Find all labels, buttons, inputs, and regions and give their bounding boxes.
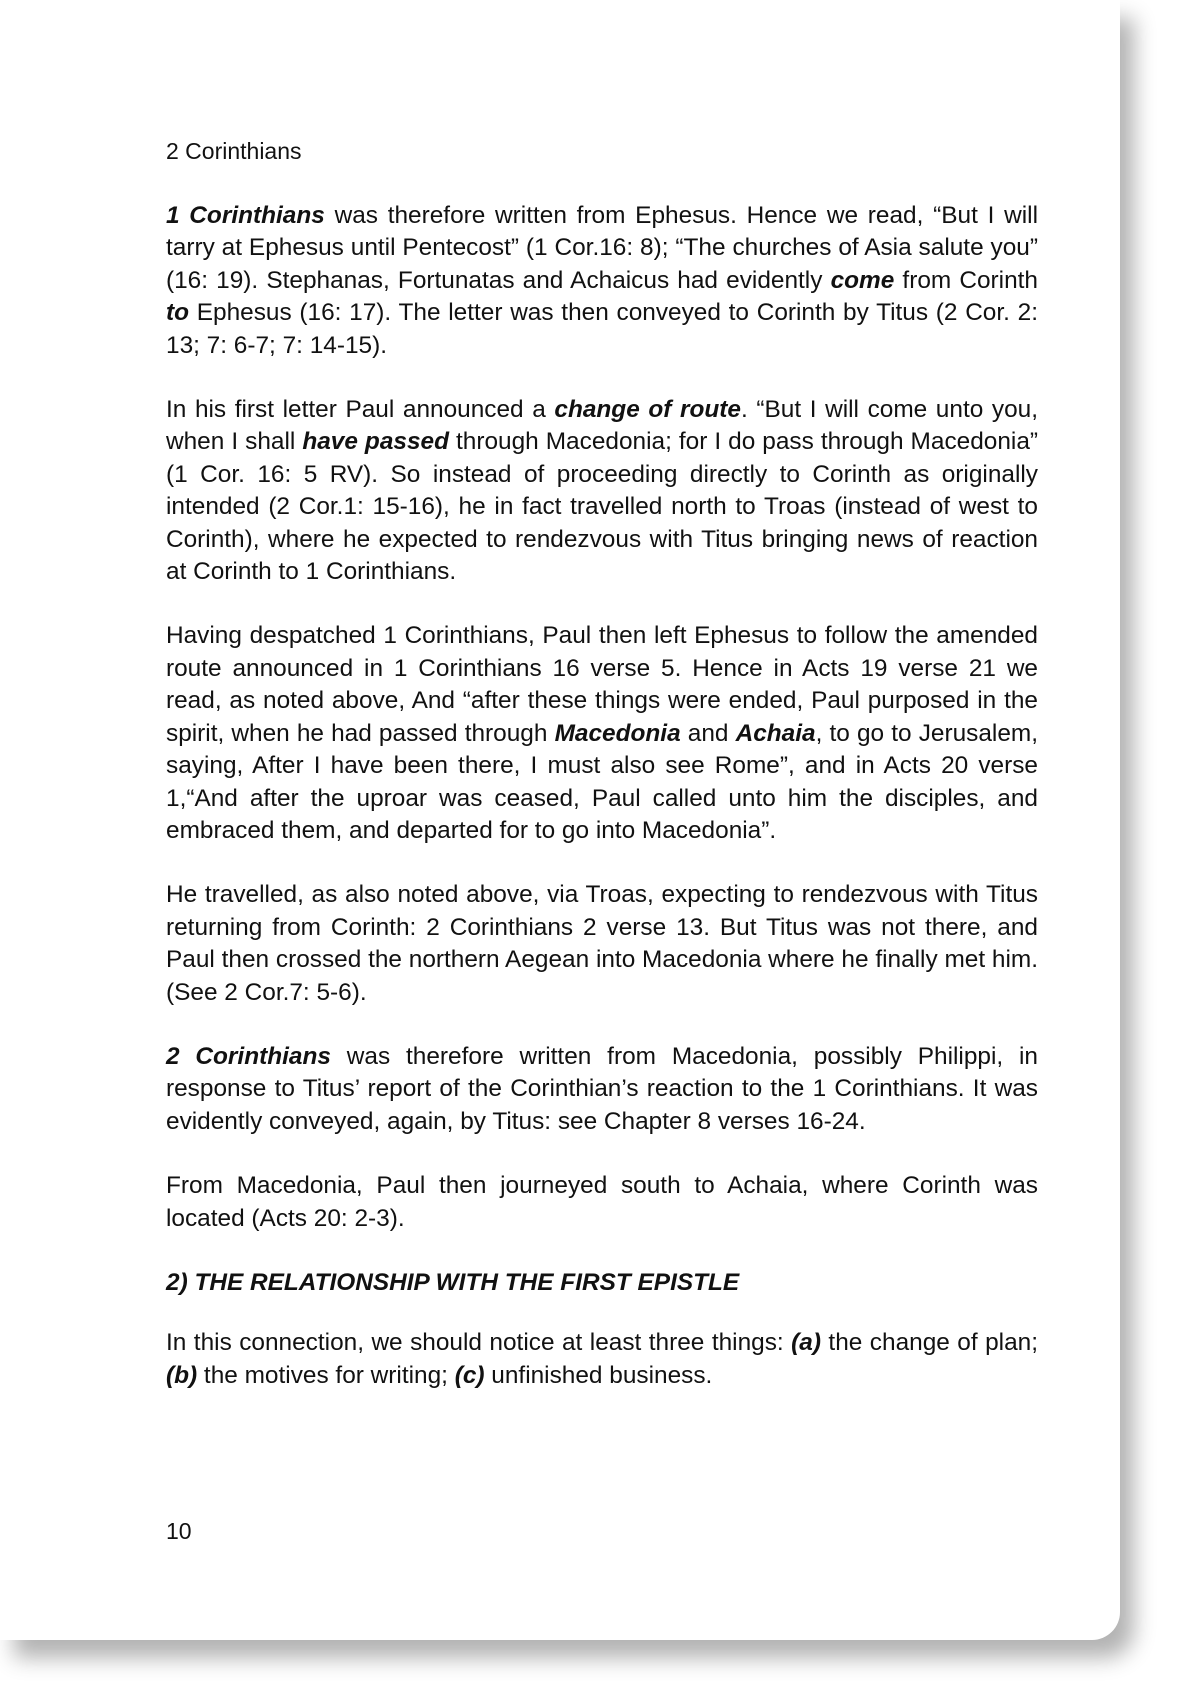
emphasis: Achaia: [735, 719, 816, 747]
emphasis: come: [830, 266, 895, 294]
emphasis: to: [166, 299, 190, 327]
paragraph-1: [166, 200, 1038, 362]
emphasis: 1 Corinthians: [166, 202, 325, 229]
text-run: and: [680, 719, 736, 747]
text-run: , to go to Jerusalem, saying, After I have been there, I must also see Rome”, and in Acts 20 verse 1,“And after the uproar was ceased, Paul called unto him the disciples, and embraced them, and departed for to go into Macedonia”.: [166, 719, 1038, 844]
text-run: the motives for writing;: [197, 1361, 455, 1389]
text-run: was therefore written from Ephesus. Hence we read, “But I will tarry at Ephesus until Pentecost” (1 Cor.16: 8); “The churches of Asia salute you” (16: 19). Stephanas, Fortunatas and Achaicus had evidently: [166, 202, 1038, 294]
paragraph-2: [166, 394, 1038, 588]
emphasis: change of route: [554, 396, 741, 424]
emphasis: 2 Corinthians: [166, 1042, 331, 1070]
text-run: through Macedonia; for I do pass through Macedonia” (1 Cor. 16: 5 RV). So instead of proceeding directly to Corinth as originally intended (2 Cor.1: 15-16), he in fact travelled north to Troas (instead of west to Corinth), where he expected to rendezvous with Titus bringing news of reaction at Corinth to 1 Corinthians.: [166, 428, 1039, 586]
running-head: 2 Corinthians: [166, 138, 302, 164]
page-number: 10: [166, 1518, 192, 1544]
text-run: In his first letter Paul announced a: [166, 396, 555, 424]
paragraph-3: [166, 620, 1038, 847]
section-heading: 2) THE RELATIONSHIP WITH THE FIRST EPISTLE: [166, 1268, 740, 1296]
emphasis: (b): [166, 1361, 198, 1389]
emphasis: have passed: [302, 428, 449, 456]
text-run: He travelled, as also noted above, via Troas, expecting to rendezvous with Titus returning from Corinth: 2 Corinthians 2 verse 13. But Titus was not there, and Paul then crossed the northern Aegean into Macedonia where he finally met him. (See 2 Cor.7: 5-6).: [166, 881, 1038, 1006]
paragraph-5: [166, 1041, 1038, 1138]
text-run: From Macedonia, Paul then journeyed south to Achaia, where Corinth was located (Acts 20: 2-3).: [166, 1172, 1038, 1232]
text-run: Ephesus (16: 17). The letter was then conveyed to Corinth by Titus (2 Cor. 2: 13; 7: 6-7; 7: 14-15).: [166, 299, 1038, 359]
text-run: unfinished business.: [484, 1361, 713, 1389]
text-run: Having despatched 1 Corinthians, Paul then left Ephesus to follow the amended route announced in 1 Corinthians 16 verse 5. Hence in Acts 19 verse 21 we read, as noted above, And “after these things were ended, Paul purposed in the spirit, when he had passed through: [166, 622, 1038, 747]
emphasis: (c): [454, 1361, 485, 1389]
text-run: . “But I will come unto you, when I shall: [166, 396, 1038, 456]
emphasis: Macedonia: [554, 719, 681, 747]
paragraph-7: [166, 1327, 1038, 1392]
text-run: from Corinth: [894, 266, 1038, 294]
emphasis: (a): [791, 1329, 821, 1357]
text-run: the change of plan;: [820, 1329, 1038, 1357]
text-run: was therefore written from Macedonia, possibly Philippi, in response to Titus’ report of the Corinthian’s reaction to the 1 Corinthians. It was evidently conveyed, again, by Titus: see Chapter 8 verses 16-24.: [166, 1042, 1038, 1135]
text-run: In this connection, we should notice at least three things:: [166, 1329, 792, 1357]
paragraph-4: [166, 879, 1038, 1009]
paragraph-6: [166, 1170, 1038, 1235]
page-content: [166, 136, 1038, 1424]
